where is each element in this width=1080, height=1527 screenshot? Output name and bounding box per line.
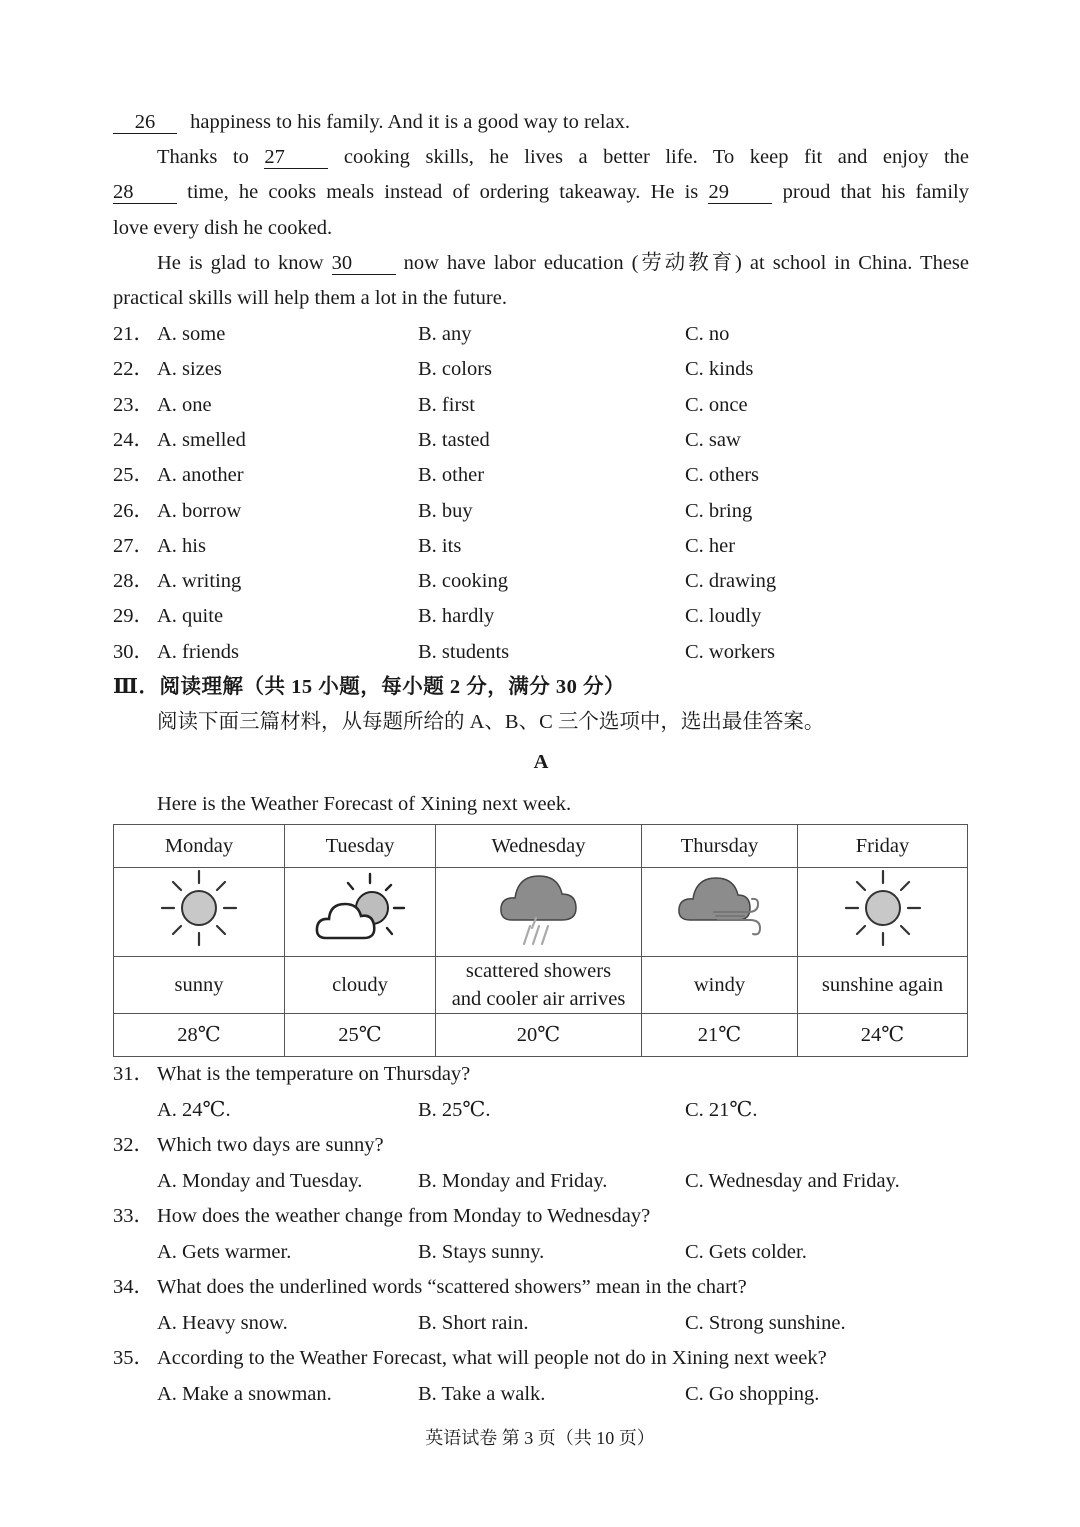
option-row bbox=[113, 598, 969, 634]
passage-line-2 bbox=[113, 139, 969, 175]
condition-cell: sunny bbox=[114, 957, 285, 1014]
option-c[interactable]: C. Go shopping. bbox=[685, 1382, 820, 1405]
passage-line-3 bbox=[113, 174, 969, 210]
section-instruction: 阅读下面三篇材料，从每题所给的 A、B、C 三个选项中，选出最佳答案。 bbox=[157, 711, 825, 733]
option-row bbox=[113, 316, 969, 352]
option-row bbox=[113, 351, 969, 387]
temperature-cell: 24℃ bbox=[798, 1014, 968, 1057]
question-number: 32． bbox=[113, 1134, 154, 1156]
condition-text: scattered showers bbox=[465, 960, 612, 982]
table-row-icons bbox=[114, 868, 968, 957]
option-row bbox=[113, 457, 969, 493]
forecast-intro: Here is the Weather Forecast of Xining next week. bbox=[157, 793, 572, 815]
partly-cloudy-icon bbox=[312, 868, 408, 948]
day-cell: Monday bbox=[114, 825, 285, 868]
condition-text-extra: and cooler air arrives bbox=[451, 988, 626, 1010]
icon-cell bbox=[642, 868, 798, 957]
blank-28: 28 bbox=[113, 181, 177, 204]
option-c[interactable]: C. Wednesday and Friday. bbox=[685, 1169, 900, 1192]
answer-options-row bbox=[113, 1376, 969, 1412]
question-number: 30． bbox=[113, 640, 154, 663]
question-number: 21． bbox=[113, 323, 154, 345]
sun-icon bbox=[840, 868, 926, 948]
option-c[interactable]: C. her bbox=[685, 534, 736, 557]
option-row bbox=[113, 493, 969, 529]
option-a[interactable]: A. friends bbox=[157, 640, 239, 663]
option-b[interactable]: B. other bbox=[418, 464, 485, 487]
temperature-cell: 25℃ bbox=[285, 1014, 436, 1057]
day-cell: Wednesday bbox=[436, 825, 642, 868]
icon-cell bbox=[436, 868, 642, 957]
option-c[interactable]: C. drawing bbox=[685, 570, 777, 593]
question-row bbox=[113, 1056, 969, 1092]
table-row-temperatures bbox=[114, 1014, 968, 1057]
option-b[interactable]: B. hardly bbox=[418, 605, 495, 628]
option-c[interactable]: C. bring bbox=[685, 499, 753, 522]
option-b[interactable]: B. students bbox=[418, 640, 510, 663]
passage-line-1 bbox=[113, 104, 969, 140]
option-b[interactable]: B. Take a walk. bbox=[418, 1382, 546, 1405]
question-text: What is the temperature on Thursday? bbox=[157, 1063, 471, 1085]
option-b[interactable]: B. any bbox=[418, 323, 472, 345]
option-c[interactable]: C. kinds bbox=[685, 358, 754, 381]
sun-icon bbox=[156, 868, 242, 948]
question-row bbox=[113, 1269, 969, 1305]
option-row bbox=[113, 422, 969, 458]
option-b[interactable]: B. 25℃. bbox=[418, 1098, 491, 1121]
part-label: A bbox=[533, 751, 549, 773]
option-a[interactable]: A. Monday and Tuesday. bbox=[157, 1169, 363, 1192]
question-number: 29． bbox=[113, 605, 154, 628]
day-cell: Thursday bbox=[642, 825, 798, 868]
option-a[interactable]: A. his bbox=[157, 534, 206, 557]
temperature-cell: 28℃ bbox=[114, 1014, 285, 1057]
passage-text: proud that his family bbox=[782, 181, 969, 203]
table-row-days bbox=[114, 825, 968, 868]
question-number: 25． bbox=[113, 464, 154, 487]
option-a[interactable]: A. one bbox=[157, 393, 212, 416]
option-b[interactable]: B. tasted bbox=[418, 428, 490, 451]
option-a[interactable]: A. smelled bbox=[157, 428, 246, 451]
option-row bbox=[113, 528, 969, 564]
passage-text: cooking skills, he lives a better life. To keep fit and enjoy the bbox=[343, 146, 970, 168]
passage-line-6: practical skills will help them a lot in the future. bbox=[113, 287, 507, 309]
condition-cell bbox=[436, 957, 642, 1014]
question-number: 23． bbox=[113, 393, 154, 416]
table-row-conditions bbox=[114, 957, 968, 1014]
question-number: 22． bbox=[113, 358, 154, 381]
passage-line-5 bbox=[113, 245, 969, 281]
option-row bbox=[113, 634, 969, 670]
passage-text: now have labor education (劳动教育) at school in China. These bbox=[403, 252, 970, 274]
windy-cloud-icon bbox=[674, 868, 766, 948]
option-c[interactable]: C. no bbox=[685, 323, 730, 345]
option-a[interactable]: A. Make a snowman. bbox=[157, 1382, 332, 1405]
answer-options-row bbox=[113, 1092, 969, 1128]
question-number: 24． bbox=[113, 428, 154, 451]
question-number: 33． bbox=[113, 1205, 154, 1227]
temperature-cell: 20℃ bbox=[436, 1014, 642, 1057]
condition-cell: windy bbox=[642, 957, 798, 1014]
answer-options-row bbox=[113, 1163, 969, 1199]
option-a[interactable]: A. 24℃. bbox=[157, 1098, 231, 1121]
rain-cloud-icon bbox=[494, 868, 584, 948]
answer-options-row bbox=[113, 1305, 969, 1341]
option-c[interactable]: C. once bbox=[685, 393, 748, 416]
passage-text: Thanks to bbox=[157, 146, 249, 168]
option-c[interactable]: C. workers bbox=[685, 640, 775, 663]
answer-options-row bbox=[113, 1234, 969, 1270]
question-number: 27． bbox=[113, 534, 154, 557]
option-b[interactable]: B. Stays sunny. bbox=[418, 1240, 545, 1263]
condition-cell: cloudy bbox=[285, 957, 436, 1014]
condition-cell: sunshine again bbox=[798, 957, 968, 1014]
option-c[interactable]: C. Gets colder. bbox=[685, 1240, 807, 1263]
option-a[interactable]: A. Gets warmer. bbox=[157, 1240, 292, 1263]
blank-29: 29 bbox=[708, 181, 772, 204]
option-b[interactable]: B. its bbox=[418, 534, 462, 557]
option-a[interactable]: A. some bbox=[157, 323, 226, 345]
option-b[interactable]: B. first bbox=[418, 393, 475, 416]
question-row bbox=[113, 1198, 969, 1234]
question-row bbox=[113, 1340, 969, 1376]
temperature-cell: 21℃ bbox=[642, 1014, 798, 1057]
option-b[interactable]: B. colors bbox=[418, 358, 493, 381]
option-c[interactable]: C. 21℃. bbox=[685, 1098, 758, 1121]
day-cell: Friday bbox=[798, 825, 968, 868]
question-number: 26． bbox=[113, 499, 154, 522]
option-c[interactable]: C. saw bbox=[685, 428, 741, 451]
option-a[interactable]: A. borrow bbox=[157, 499, 242, 522]
option-a[interactable]: A. sizes bbox=[157, 358, 222, 381]
question-row bbox=[113, 1127, 969, 1163]
blank-26: 26 bbox=[113, 111, 177, 134]
passage-line-4: love every dish he cooked. bbox=[113, 217, 333, 239]
passage-text: time, he cooks meals instead of ordering takeaway. He is bbox=[187, 181, 699, 203]
icon-cell bbox=[285, 868, 436, 957]
option-b[interactable]: B. Monday and Friday. bbox=[418, 1169, 608, 1192]
weather-forecast-table bbox=[113, 824, 968, 1057]
question-number: 34． bbox=[113, 1276, 154, 1298]
option-a[interactable]: A. quite bbox=[157, 605, 224, 628]
question-text: What does the underlined words “scattered showers” mean in the chart? bbox=[157, 1276, 747, 1298]
passage-text: happiness to his family. And it is a good way to relax. bbox=[190, 111, 631, 133]
option-a[interactable]: A. another bbox=[157, 464, 244, 487]
option-c[interactable]: C. others bbox=[685, 464, 760, 487]
option-a[interactable]: A. Heavy snow. bbox=[157, 1311, 288, 1334]
question-text: How does the weather change from Monday to Wednesday? bbox=[157, 1205, 651, 1227]
option-c[interactable]: C. loudly bbox=[685, 605, 762, 628]
section-heading: Ⅲ．阅读理解（共 15 小题，每小题 2 分，满分 30 分） bbox=[113, 676, 625, 698]
option-b[interactable]: B. Short rain. bbox=[418, 1311, 529, 1334]
blank-27: 27 bbox=[264, 146, 328, 169]
icon-cell bbox=[798, 868, 968, 957]
option-c[interactable]: C. Strong sunshine. bbox=[685, 1311, 846, 1334]
option-a[interactable]: A. writing bbox=[157, 570, 242, 593]
option-b[interactable]: B. cooking bbox=[418, 570, 508, 593]
blank-30: 30 bbox=[332, 252, 396, 275]
page-footer: 英语试卷 第 3 页（共 10 页） bbox=[425, 1428, 655, 1448]
question-number: 31． bbox=[113, 1063, 154, 1085]
option-b[interactable]: B. buy bbox=[418, 499, 473, 522]
question-text: Which two days are sunny? bbox=[157, 1134, 384, 1156]
icon-cell bbox=[114, 868, 285, 957]
question-text: According to the Weather Forecast, what will people not do in Xining next week? bbox=[157, 1347, 827, 1369]
question-number: 28． bbox=[113, 570, 154, 593]
day-cell: Tuesday bbox=[285, 825, 436, 868]
option-row bbox=[113, 387, 969, 423]
option-row bbox=[113, 563, 969, 599]
passage-text: He is glad to know bbox=[157, 252, 324, 274]
question-number: 35． bbox=[113, 1347, 154, 1369]
